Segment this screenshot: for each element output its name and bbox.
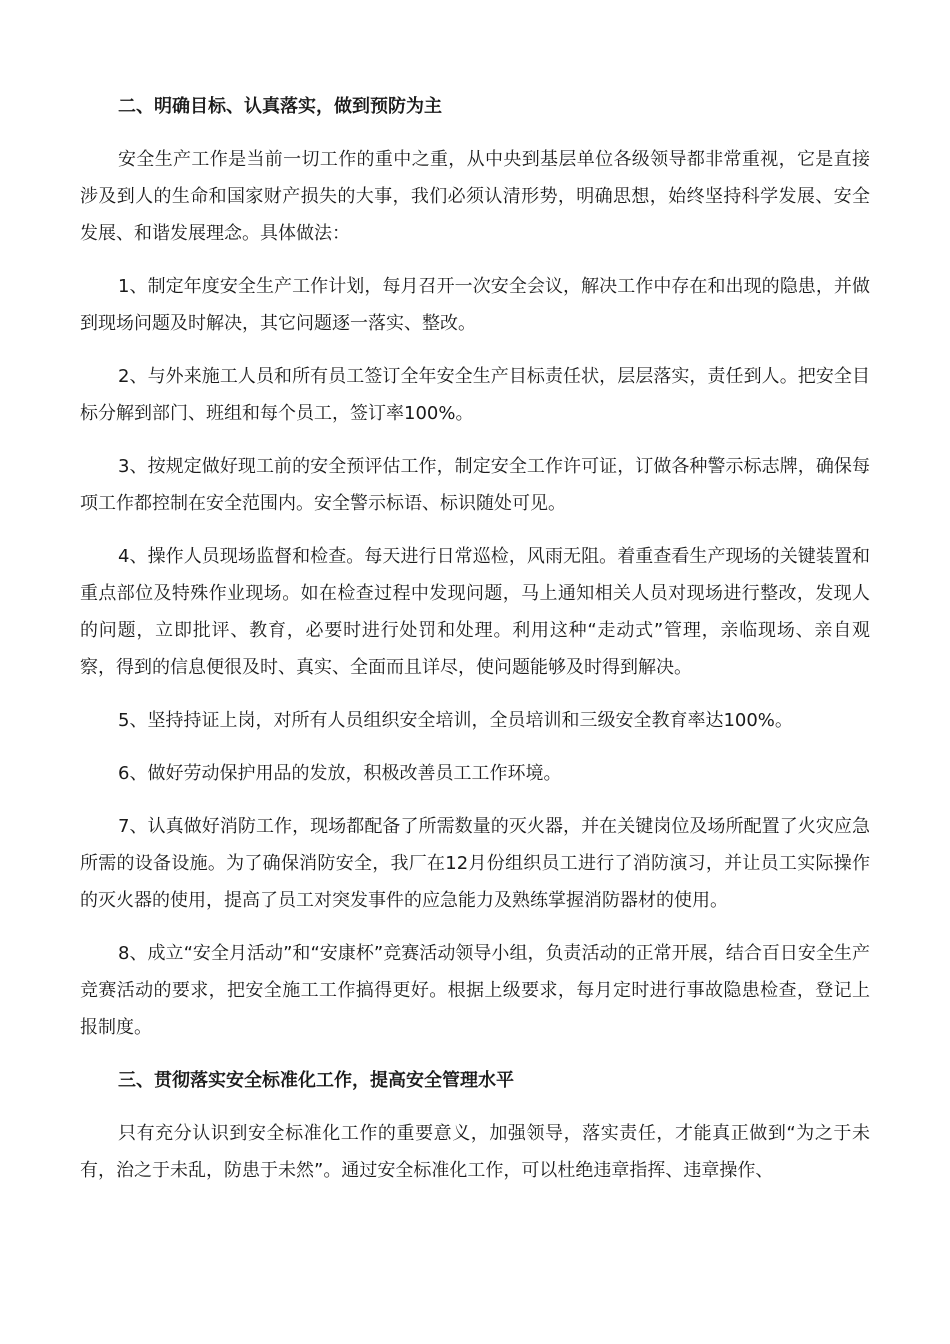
document-body	[80, 88, 870, 1205]
list-item-5: 5、坚持持证上岗，对所有人员组织安全培训，全员培训和三级安全教育率达100%。	[118, 710, 793, 731]
intro-paragraph: 安全生产工作是当前一切工作的重中之重，从中央到基层单位各级领导都非常重视，它是直接涉及到人的生命和国家财产损失的大事，我们必须认清形势，明确思想，始终坚持科学发展、安全发展、和谐发展理念。具体做法：	[80, 149, 870, 244]
list-item-6: 6、做好劳动保护用品的发放，积极改善员工工作环境。	[118, 763, 562, 784]
list-item-7: 7、认真做好消防工作，现场都配备了所需数量的灭火器，并在关键岗位及场所配置了火灾应急所需的设备设施。为了确保消防安全，我厂在12月份组织员工进行了消防演习，并让员工实际操作的灭火器的使用，提高了员工对突发事件的应急能力及熟练掌握消防器材的使用。	[80, 816, 870, 911]
list-item-8: 8、成立“安全月活动”和“安康杯”竞赛活动领导小组，负责活动的正常开展，结合百日安全生产竞赛活动的要求，把安全施工工作搞得更好。根据上级要求，每月定时进行事故隐患检查，登记上报制度。	[80, 943, 870, 1038]
list-item-3: 3、按规定做好现工前的安全预评估工作，制定安全工作许可证，订做各种警示标志牌，确保每项工作都控制在安全范围内。安全警示标语、标识随处可见。	[80, 456, 870, 514]
section-heading-3: 三、贯彻落实安全标准化工作，提高安全管理水平	[118, 1070, 514, 1091]
section-heading-2: 二、明确目标、认真落实，做到预防为主	[118, 96, 442, 117]
list-item-2: 2、与外来施工人员和所有员工签订全年安全生产目标责任状，层层落实，责任到人。把安全目标分解到部门、班组和每个员工，签订率100%。	[80, 366, 870, 424]
list-item-1: 1、制定年度安全生产工作计划，每月召开一次安全会议，解决工作中存在和出现的隐患，并做到现场问题及时解决，其它问题逐一落实、整改。	[80, 276, 870, 334]
list-item-4: 4、操作人员现场监督和检查。每天进行日常巡检，风雨无阻。着重查看生产现场的关键装置和重点部位及特殊作业现场。如在检查过程中发现问题，马上通知相关人员对现场进行整改，发现人的问题，立即批评、教育，必要时进行处罚和处理。利用这种“走动式”管理，亲临现场、亲自观察，得到的信息便很及时、真实、全面而且详尽，使问题能够及时得到解决。	[80, 546, 870, 678]
closing-paragraph: 只有充分认识到安全标准化工作的重要意义，加强领导，落实责任，才能真正做到“为之于未有，治之于未乱，防患于未然”。通过安全标准化工作，可以杜绝违章指挥、违章操作、	[80, 1123, 870, 1181]
